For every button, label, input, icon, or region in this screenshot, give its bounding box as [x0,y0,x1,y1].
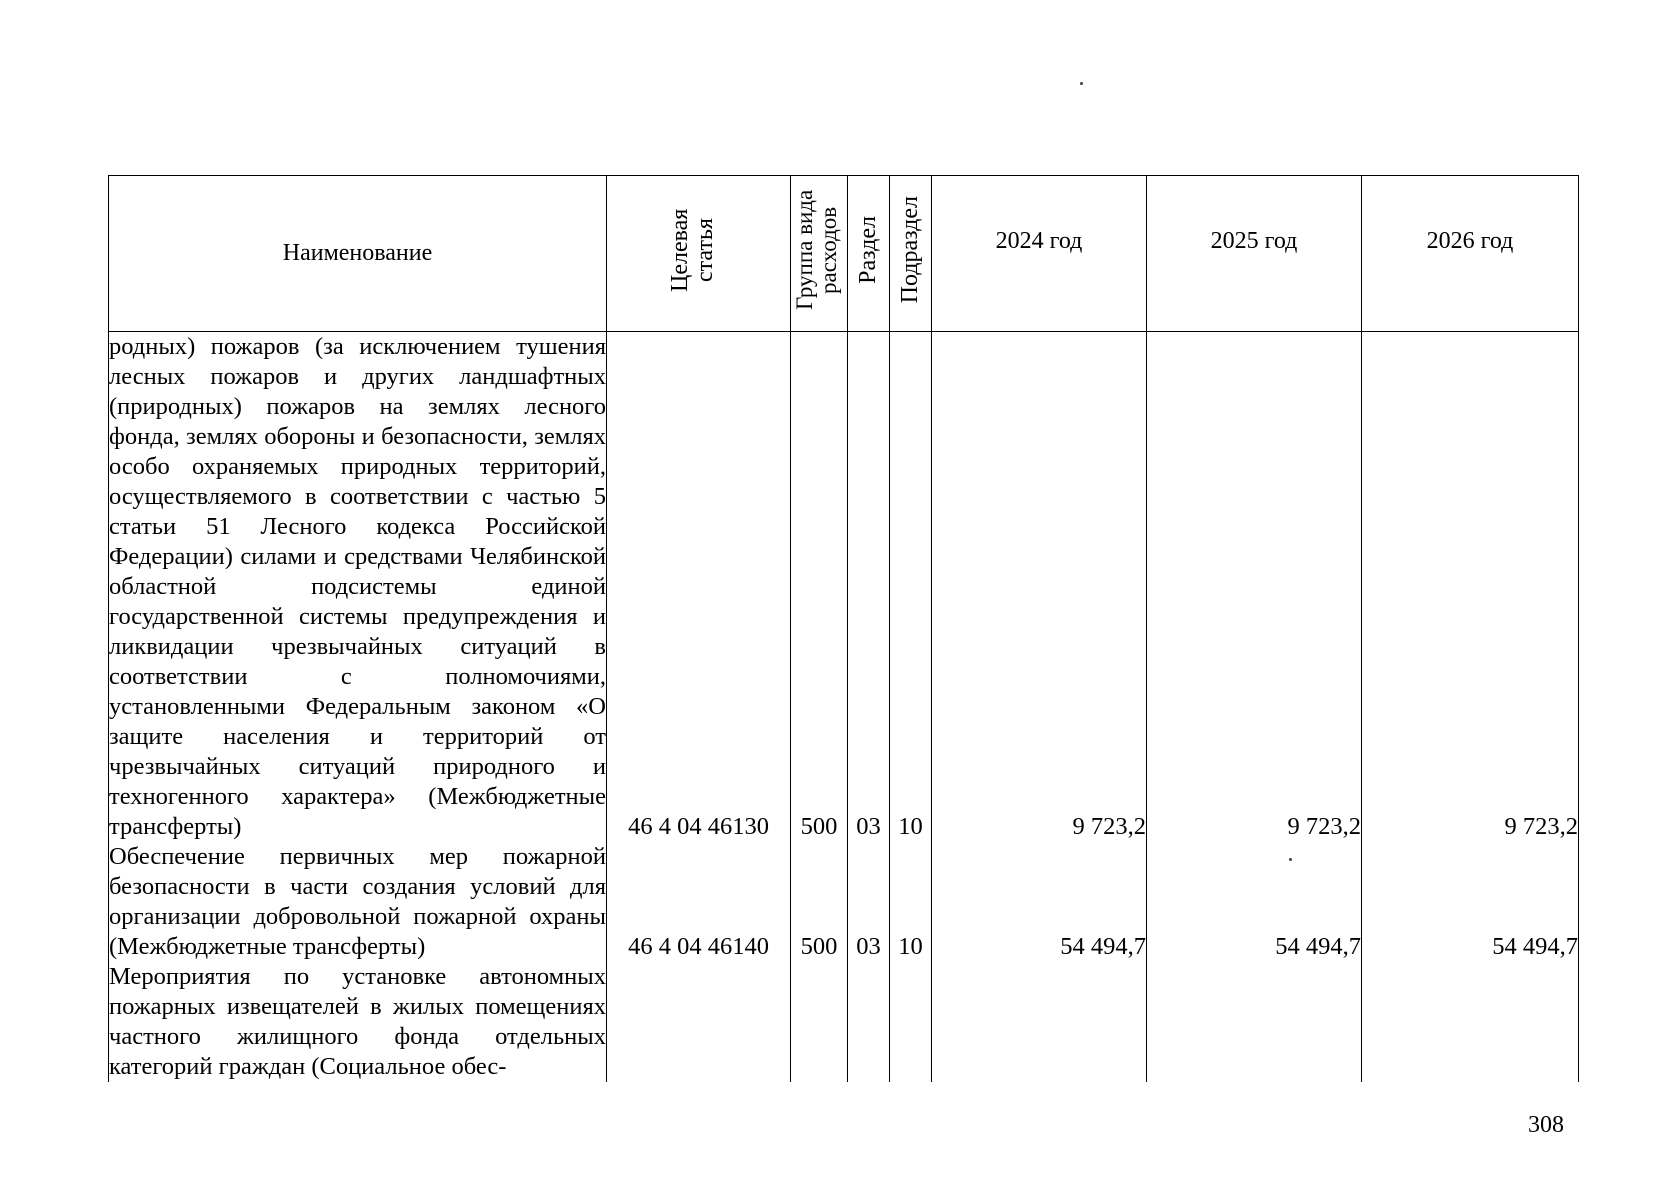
row-subsection-cell: 10 [890,332,932,843]
header-year-2024 [932,176,1147,332]
header-subsection-label: Подраздел [896,196,923,304]
table-header-row [109,176,1579,332]
header-section-label: Раздел [854,216,881,284]
row-section-cell: 03 [848,332,890,843]
header-year-2026 [1362,176,1579,332]
table-row [109,842,1579,962]
row-subsection-cell [890,962,932,1082]
header-year-2026-label: 2026 год [1426,228,1514,254]
header-name [109,176,607,332]
row-year-2025-cell: 9 723,2 [1147,332,1362,843]
page-number: 308 [1528,1112,1564,1138]
scan-speck [1080,82,1083,85]
row-year-2026-cell: 54 494,7 [1362,842,1579,962]
header-target-article [607,176,791,332]
header-name-label: Наименование [282,240,433,266]
budget-table [108,175,1579,1082]
row-year-2024-cell: 54 494,7 [932,842,1147,962]
header-target-article-label: Целевая статья [666,208,718,292]
header-year-2025 [1147,176,1362,332]
header-expense-group-label: Группа вида расходов [792,189,842,311]
header-expense-group [791,176,848,332]
row-target-article-cell: 46 4 04 46130 [607,332,791,843]
row-target-article-cell: 46 4 04 46140 [607,842,791,962]
row-name-cell: Обеспечение первичных мер пожарной безопасности в части создания условий для организации добровольной пожарной охраны (Межбюджетные трансферты) [109,843,606,960]
row-section-cell: 03 [848,842,890,962]
budget-table-wrapper [108,175,1578,1085]
header-year-2024-label: 2024 год [995,228,1083,254]
row-year-2024-cell: 9 723,2 [932,332,1147,843]
row-year-2025-cell [1147,962,1362,1082]
table-row [109,962,1579,1082]
row-section-cell [848,962,890,1082]
header-subsection [890,176,932,332]
row-target-article-cell [607,962,791,1082]
row-year-2025-cell: 54 494,7 [1147,842,1362,962]
row-year-2024-cell [932,962,1147,1082]
row-expense-group-cell: 500 [791,332,848,843]
row-expense-group-cell [791,962,848,1082]
row-year-2026-cell [1362,962,1579,1082]
row-expense-group-cell: 500 [791,842,848,962]
row-subsection-cell: 10 [890,842,932,962]
header-section [848,176,890,332]
row-year-2026-cell: 9 723,2 [1362,332,1579,843]
row-name-cell: Мероприятия по установке автономных пожарных извещателей в жилых помещениях частного жилищного фонда отдельных категорий граждан (Социальное обес- [109,963,606,1080]
header-year-2025-label: 2025 год [1210,228,1298,254]
table-row [109,332,1579,843]
row-name-cell: родных) пожаров (за исключением тушения лесных пожаров и других ландшафтных (природных) пожаров на землях лесного фонда, землях обороны и безопасности, землях особо охраняемых природных территорий, осуществляемого в соответствии с частью 5 статьи 51 Лесного кодекса Российской Федерации) силами и средствами Челябинской областной подсистемы единой государственной системы предупреждения и ликвидации чрезвычайных ситуаций в соответствии с полномочиями, установленными Федеральным законом «О защите населения и территорий от чрезвычайных ситуаций природного и техногенного характера» (Межбюджетные трансферты) [109,333,606,840]
